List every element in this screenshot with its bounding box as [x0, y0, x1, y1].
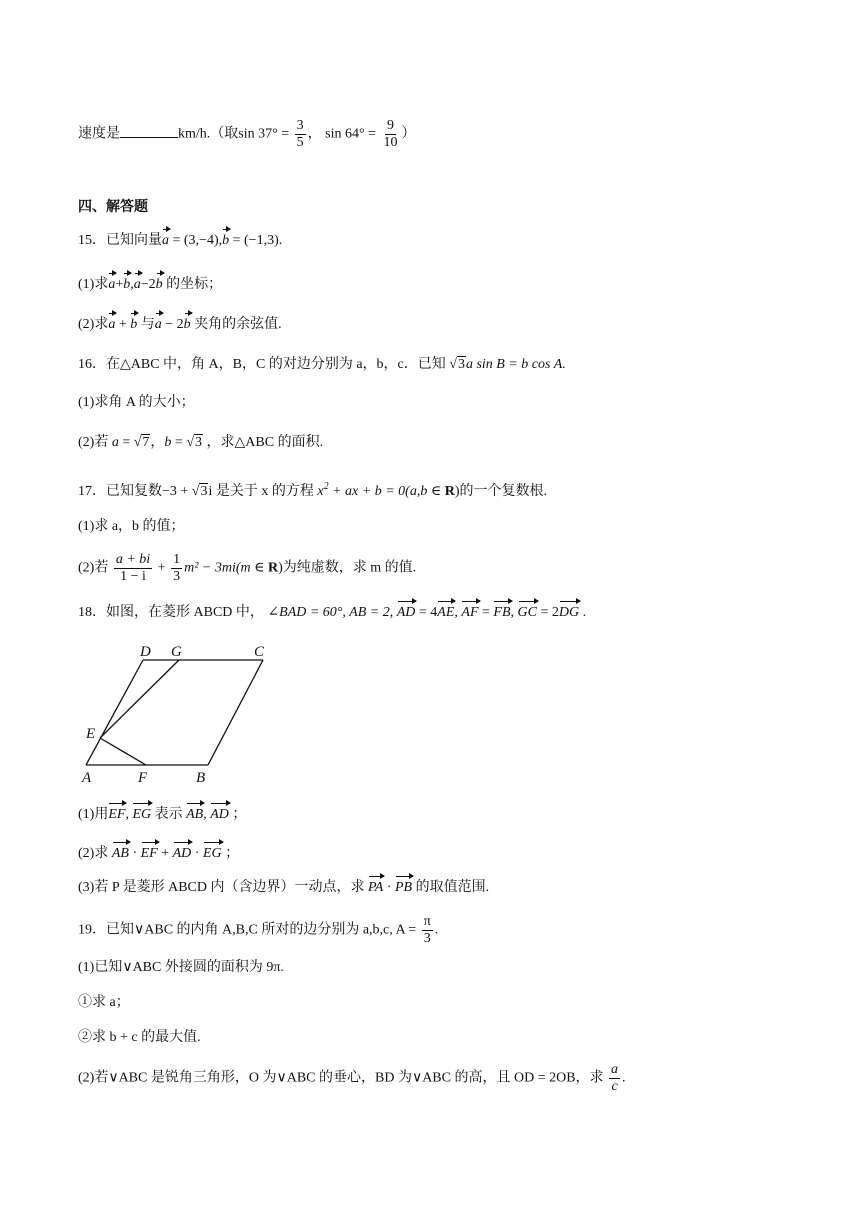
vector-a: a — [162, 231, 169, 251]
fraction-3-5: $\frac{3}{5}$ — [296, 118, 304, 150]
intro-prefix: 速度是 — [78, 126, 120, 142]
vector-a: a — [108, 315, 115, 335]
q17-part2: (2)若 $\frac{a + bi}{1 - i}$ + $\frac{1}{3}$ m² − 3mi(m ∈ R)为纯虚数，求 m 的值. — [78, 552, 417, 584]
q16-comma: ， — [150, 435, 165, 450]
q15-part1: (1)求a+b,a−2b 的坐标； — [78, 275, 222, 295]
edge-bc — [208, 660, 263, 765]
q17-p2-prefix: (2)若 — [78, 560, 109, 576]
answer-blank[interactable] — [120, 123, 178, 138]
label-d: D — [140, 644, 151, 660]
q18-p1-suffix: ； — [232, 807, 247, 822]
sqrt-3: √3 — [186, 435, 203, 450]
q15-vector-b-value: = (−1,3) — [232, 233, 279, 248]
sqrt-3: √3 — [449, 357, 465, 372]
rhombus-figure — [78, 640, 288, 785]
real-set-symbol: R — [267, 560, 279, 576]
q17-stem-prefix: 17．已知复数 — [78, 484, 162, 499]
edge-da — [86, 660, 143, 765]
q15-p2-mid: 与 — [140, 317, 155, 332]
label-f: F — [138, 770, 148, 785]
q18-part2: (2)求 AB · EF + AD · EG ； — [78, 844, 239, 864]
section-title: 四、解答题 — [78, 198, 148, 214]
intro-unit: km/h.（取 — [178, 126, 239, 142]
q17-p2-math: m² − 3mi(m ∈ — [184, 560, 265, 576]
q15-stem — [78, 231, 282, 251]
vector-b: b — [184, 315, 191, 335]
fraction-1-3: $\frac{1}{3}$ — [173, 552, 181, 584]
vector-a: a — [108, 275, 115, 295]
segment-eg — [100, 660, 179, 738]
sin64-label: sin 64° = — [325, 126, 376, 142]
q16-p2-suffix: ，求△ABC 的面积. — [206, 435, 324, 450]
intro-line — [78, 118, 415, 151]
q18-part1: (1)用EF, EG 表示 AB, AD ； — [78, 805, 246, 825]
q17-part1: (1)求 a，b 的值； — [78, 519, 185, 534]
label-e: E — [86, 726, 96, 742]
segment-ef — [100, 738, 146, 765]
vector-b: b — [222, 231, 229, 251]
q16-part2: (2)若 a = √7，b = √3 ，求△ABC 的面积. — [78, 433, 323, 453]
q18-stem-text: 18．如图，在菱形 ABCD 中， — [78, 605, 264, 620]
q16-equation: a sin B = b cos A. — [465, 357, 566, 372]
q19-stem-prefix: 19．已知∨ABC 的内角 A,B,C 所对的边分别为 a,b,c, A = — [78, 922, 417, 938]
q18-p3-prefix: (3)若 P 是菱形 ABCD 内（含边界）一动点，求 — [78, 880, 365, 895]
q17-set: (a,b ∈ — [405, 484, 442, 499]
q19-period: . — [434, 922, 439, 938]
label-a: A — [82, 770, 92, 785]
q15-stem-prefix: 15．已知向量 — [78, 233, 162, 248]
intro-comma: ， — [307, 126, 322, 142]
vector-a: a — [155, 315, 162, 335]
q19-p2-prefix: (2)若∨ABC 是锐角三角形，O 为∨ABC 的垂心，BD 为∨ABC 的高，且 OD = 2OB，求 — [78, 1070, 604, 1086]
label-g: G — [171, 644, 182, 660]
q18-p3-suffix: 的取值范围. — [415, 880, 490, 895]
q17-p2-suffix: )为纯虚数，求 m 的值. — [278, 560, 417, 576]
q18-stem: 18．如图，在菱形 ABCD 中， ∠BAD = 60°, AB = 2, AD = 4AE, AF = FB, GC = 2DG . — [78, 603, 586, 623]
vector-b: b — [130, 315, 137, 335]
q19-part1: (1)已知∨ABC 外接圆的面积为 9π. — [78, 960, 284, 975]
label-c: C — [254, 644, 265, 660]
vector-a: a — [134, 275, 141, 295]
q17-stem-suffix: )的一个复数根. — [454, 484, 547, 499]
q15-p1-suffix: 的坐标； — [166, 277, 223, 292]
intro-close: ） — [401, 126, 416, 142]
q18-p1-prefix: (1)用 — [78, 807, 109, 822]
q17-stem: 17．已知复数−3 + √3i 是关于 x 的方程 $x^2$ + ax + b = 0(a,b ∈ R)的一个复数根. — [78, 477, 547, 502]
sin37-label: sin 37° = — [238, 126, 290, 142]
q19-part2 — [78, 1062, 626, 1095]
fraction-pi-3: $\frac{\pi}{3}$ — [423, 914, 431, 946]
real-set-symbol: R — [444, 484, 455, 499]
q15-p2-suffix: 夹角的余弦值. — [194, 317, 282, 332]
q18-p1-mid: 表示 — [154, 807, 183, 822]
sqrt-7: √7 — [133, 435, 150, 450]
q16-stem-text: 16．在△ABC 中，角 A，B，C 的对边分别为 a，b，c．已知 — [78, 357, 446, 372]
q18-part3: (3)若 P 是菱形 ABCD 内（含边界）一动点，求 PA · PB 的取值范围. — [78, 878, 489, 898]
q19-part1a: ①求 a； — [78, 995, 130, 1010]
q18-p2-prefix: (2)求 — [78, 846, 109, 861]
q15-part2: (2)求a + b 与a − 2b 夹角的余弦值. — [78, 315, 282, 335]
q15-p2-prefix: (2)求 — [78, 317, 109, 332]
q19-part1b: ②求 b + c 的最大值. — [78, 1030, 201, 1045]
q16-stem — [78, 355, 566, 375]
q19-p2-period: . — [622, 1070, 626, 1086]
label-b: B — [196, 770, 206, 785]
fraction-a-c: $\frac{a}{c}$ — [611, 1062, 619, 1094]
sqrt-3: √3 — [191, 484, 208, 499]
q16-p2-prefix: (2)若 — [78, 435, 109, 450]
q18-p2-suffix: ； — [225, 846, 240, 861]
q17-stem-mid: i 是关于 x 的方程 — [208, 484, 314, 499]
vector-b: b — [156, 275, 163, 295]
q18-conditions: ∠BAD = 60°, AB = 2, — [267, 605, 394, 620]
q17-complex-real: −3 + — [162, 484, 189, 499]
fraction-a-bi-over-1-i: $\frac{a + bi}{1 - i}$ — [115, 552, 151, 584]
plus-sign: + — [115, 277, 124, 292]
minus-two: −2 — [140, 277, 156, 292]
q19-stem — [78, 914, 438, 947]
q15-period: . — [278, 233, 283, 248]
fraction-9-10: $\frac{9}{10}$ — [383, 118, 398, 150]
q15-vector-a-value: = (3,−4), — [172, 233, 223, 248]
q17-equation: + ax + b = 0 — [332, 484, 406, 499]
q15-p1-prefix: (1)求 — [78, 277, 109, 292]
q16-part1: (1)求角 A 的大小； — [78, 395, 195, 410]
vector-b: b — [123, 275, 130, 295]
